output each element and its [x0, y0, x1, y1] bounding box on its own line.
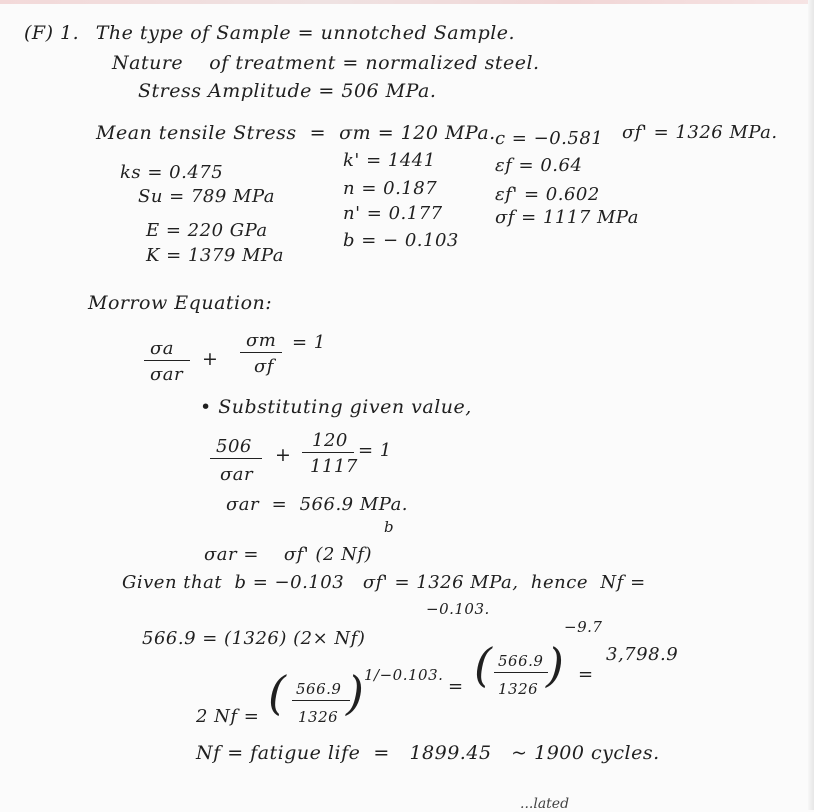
- fraction-bar: [292, 700, 350, 701]
- property-e: E = 220 GPa: [146, 220, 268, 241]
- sub-sigma-ar-den: σar: [220, 464, 254, 485]
- stress-amplitude-line: Stress Amplitude = 506 MPa.: [138, 80, 437, 102]
- page-right-edge: [808, 0, 814, 810]
- substituting-note: • Substituting given value,: [200, 396, 472, 418]
- property-k-prime: k' = 1441: [343, 150, 436, 171]
- bottom-partial-text: ...lated: [520, 796, 570, 812]
- property-ef: εf = 0.64: [495, 155, 583, 176]
- page-top-edge: [0, 0, 814, 4]
- sigma-ar-result: σar = 566.9 MPa.: [226, 494, 409, 515]
- fraction-sigma-f-den: σf: [254, 356, 274, 377]
- sample-type: The type of Sample = unnotched Sample.: [95, 22, 516, 44]
- basquin-equation: σar = σf' (2 Nf): [204, 544, 373, 565]
- fraction-sigma-a-num: σa: [150, 338, 175, 359]
- equals-sign: =: [578, 664, 594, 685]
- property-n-prime: n' = 0.177: [343, 203, 443, 224]
- exponent-inverse: 1/−0.103.: [364, 666, 444, 684]
- fraction-sigma-m-num: σm: [246, 330, 277, 351]
- ratio-num: 566.9: [498, 652, 544, 670]
- property-b: b = − 0.103: [343, 230, 459, 251]
- problem-header: [24, 22, 515, 44]
- close-paren: ): [546, 638, 564, 692]
- property-sigma-f: σf = 1117 MPa: [495, 207, 639, 228]
- property-n: n = 0.187: [343, 178, 438, 199]
- given-line: Given that b = −0.103 σf' = 1326 MPa, hence Nf =: [122, 572, 646, 593]
- fraction-bar: [210, 458, 262, 459]
- sub-120-num: 120: [312, 430, 348, 451]
- plus-sign: +: [275, 444, 292, 466]
- close-paren: ): [346, 666, 364, 720]
- morrow-heading: Morrow Equation:: [88, 292, 273, 314]
- fraction-bar: [494, 672, 548, 673]
- property-ef-prime: εf' = 0.602: [495, 184, 600, 205]
- fatigue-life-line: Nf = fatigue life = 1899.45 ~ 1900 cycles.: [196, 742, 660, 764]
- open-paren: (: [474, 638, 492, 692]
- plus-sign: +: [202, 348, 219, 370]
- exponent-b: b: [384, 518, 395, 536]
- equation-566-9: 566.9 = (1326) (2× Nf): [142, 628, 366, 649]
- treatment-line: Nature of treatment = normalized steel.: [112, 52, 540, 74]
- open-paren: (: [268, 666, 286, 720]
- fraction-bar: [240, 352, 282, 353]
- property-su: Su = 789 MPa: [138, 186, 275, 207]
- equals-sign: =: [448, 676, 464, 697]
- property-c: c = −0.581: [495, 128, 604, 149]
- equals-one: = 1: [358, 440, 392, 461]
- exponent-b-value: −0.103.: [426, 600, 490, 618]
- property-sigma-f-prime: σf' = 1326 MPa.: [622, 122, 778, 143]
- fraction-bar: [302, 452, 354, 453]
- problem-id: (F) 1.: [24, 22, 80, 44]
- result-2nf: 3,798.9: [606, 644, 679, 665]
- fraction-sigma-ar-den: σar: [150, 364, 184, 385]
- ratio-num: 566.9: [296, 680, 342, 698]
- fraction-bar: [144, 360, 190, 361]
- equals-one: = 1: [292, 332, 326, 353]
- sub-1117-den: 1117: [310, 456, 358, 477]
- sub-506-num: 506: [216, 436, 252, 457]
- property-k: K = 1379 MPa: [146, 245, 284, 266]
- property-ks: ks = 0.475: [120, 162, 224, 183]
- two-nf-label: 2 Nf =: [196, 706, 260, 727]
- exponent-minus-9-7: −9.7: [564, 618, 603, 636]
- ratio-den: 1326: [498, 680, 539, 698]
- mean-stress-line: Mean tensile Stress = σm = 120 MPa.: [96, 122, 496, 144]
- ratio-den: 1326: [298, 708, 339, 726]
